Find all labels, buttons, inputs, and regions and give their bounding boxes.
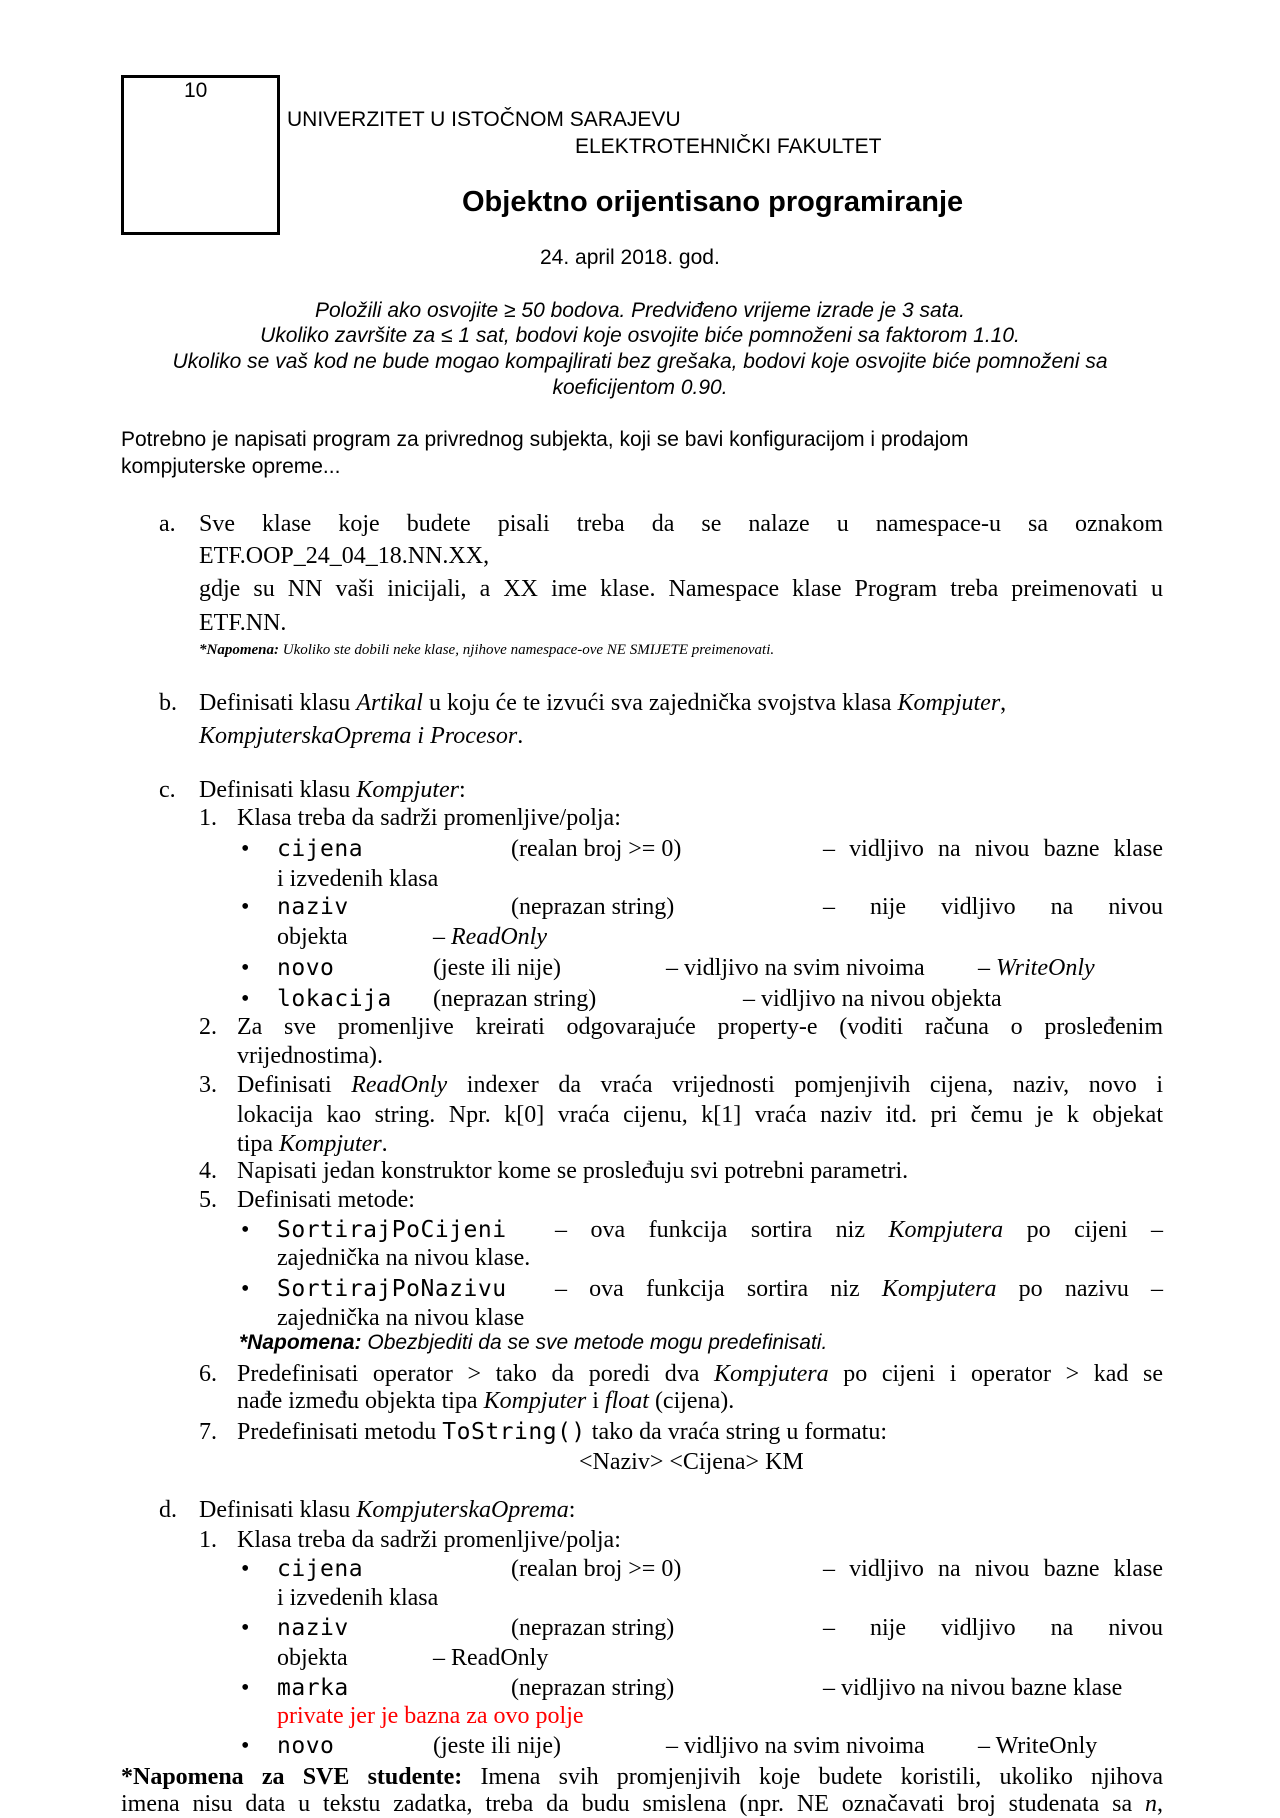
field-name: naziv (277, 894, 349, 920)
text: po cijeni i operator > kad se (828, 1361, 1163, 1387)
field-access: – WriteOnly (978, 1733, 1098, 1759)
field-access: – WriteOnly (978, 955, 1095, 981)
sub-text (237, 1071, 1163, 1099)
rule-line: Ukoliko završite za ≤ 1 sat, bodovi koje osvojite biće pomnoženi sa faktorom 1.10. (260, 324, 1020, 347)
field-visibility: i izvedenih klasa (277, 866, 439, 892)
bullet-icon: • (241, 1276, 250, 1302)
text: Definisati (237, 1072, 352, 1098)
text: – ova funkcija sortira niz (555, 1217, 889, 1243)
field-type: (realan broj >= 0) (511, 1556, 682, 1582)
sub-text: Klasa treba da sadrži promenljive/polja: (237, 1527, 621, 1553)
bullet-icon: • (241, 1556, 250, 1582)
field-access: – ReadOnly (433, 924, 547, 950)
field-visibility: – vidljivo na svim nivoima (666, 1733, 925, 1759)
class-name: Artikal (356, 690, 423, 716)
item-label: a. (159, 511, 176, 537)
sub-num: 1. (199, 805, 217, 831)
class-name: Kompjutera (881, 1276, 997, 1302)
university-name: UNIVERZITET U ISTOČNOM SARAJEVU (287, 108, 681, 131)
item-a-text: ETF.NN. (199, 610, 287, 636)
sub-text: Definisati metode: (237, 1187, 415, 1213)
exam-date: 24. april 2018. god. (540, 246, 720, 269)
field-type: (neprazan string) (511, 1675, 675, 1701)
note-label: *Napomena: (239, 1331, 362, 1354)
item-a-text: ETF.OOP_24_04_18.NN.XX, (199, 543, 490, 569)
text: Definisati klasu (199, 777, 357, 803)
class-name: KompjuterskaOprema i Procesor (199, 723, 518, 749)
rule-line: Ukoliko se vaš kod ne bude mogao kompajlirati bez grešaka, bodovi koje osvojite biće pomnoženi sa (172, 350, 1108, 373)
item-label: b. (159, 690, 177, 716)
class-name: Kompjuter (483, 1388, 587, 1414)
field-access: – ReadOnly (433, 1645, 549, 1671)
method-name: SortirajPoCijeni (277, 1217, 507, 1243)
field-type: (neprazan string) (511, 1615, 675, 1641)
field-visibility: – vidljivo na nivou bazne klase (823, 1675, 1123, 1701)
text: Definisati klasu (199, 690, 357, 716)
field-visibility: – nije vidljivo na nivou (823, 1615, 1163, 1641)
text: – ova funkcija sortira niz (555, 1276, 882, 1302)
sub-text (237, 1130, 388, 1158)
rule-line: koeficijentom 0.90. (552, 376, 728, 399)
note-text: Obezbjediti da se sve metode mogu predefinisati. (361, 1331, 828, 1354)
field-type: (realan broj >= 0) (511, 836, 682, 862)
bullet-icon: • (241, 1217, 250, 1243)
field-type: (neprazan string) (433, 986, 597, 1012)
sub-text: Za sve promenljive kreirati odgovarajuće property-e (voditi računa o prosleđenim (237, 1014, 1163, 1040)
field-type: (jeste ili nije) (433, 1733, 561, 1759)
text: po nazivu – (996, 1276, 1163, 1302)
note-label: *Napomena: (199, 642, 279, 658)
note-text: Ukoliko ste dobili neke klase, njihove namespace-ove NE SMIJETE preimenovati. (279, 642, 775, 658)
sub-num: 3. (199, 1072, 217, 1098)
text: nađe između objekta tipa (237, 1388, 484, 1414)
intro-line: Potrebno je napisati program za privrednog subjekta, koji se bavi konfiguracijom i prodajom (121, 428, 969, 451)
sub-num: 5. (199, 1187, 217, 1213)
text: Predefinisati operator > tako da poredi dva (237, 1361, 714, 1387)
item-a-note (199, 636, 774, 664)
text: (cijena). (648, 1388, 735, 1414)
text: . (381, 1131, 388, 1157)
field-visibility: objekta (277, 924, 348, 950)
method-desc: zajednička na nivou klase (277, 1305, 525, 1331)
bullet-icon: • (241, 955, 250, 981)
faculty-name: ELEKTROTEHNIČKI FAKULTET (575, 135, 882, 158)
class-name: Kompjutera (713, 1361, 829, 1387)
bullet-icon: • (241, 1733, 250, 1759)
keyword: ReadOnly (351, 1072, 448, 1098)
class-name: Kompjuter (356, 777, 459, 803)
field-name: naziv (277, 1615, 349, 1641)
sub-text: Klasa treba da sadrži promenljive/polja: (237, 805, 621, 831)
note-text: imena nisu data u tekstu zadatka, treba da budu smislena (npr. NE označavati broj studenata sa (121, 1791, 1145, 1817)
text: po cijeni – (1003, 1217, 1163, 1243)
item-a-text: gdje su NN vaši inicijali, a XX ime klase. Namespace klase Program treba preimenovati u (199, 576, 1163, 602)
bullet-icon: • (241, 836, 250, 862)
bullet-icon: • (241, 894, 250, 920)
sub-text: Napisati jedan konstruktor kome se prosleđuju svi potrebni parametri. (237, 1158, 909, 1184)
method-desc (555, 1275, 1163, 1303)
bullet-icon: • (241, 986, 250, 1012)
field-visibility: – vidljivo na nivou bazne klase (823, 1556, 1163, 1582)
item-label: d. (159, 1497, 177, 1523)
bullet-icon: • (241, 1675, 250, 1701)
sub-text (237, 1387, 734, 1415)
page-title: Objektno orijentisano programiranje (462, 186, 964, 218)
method-name: SortirajPoNazivu (277, 1276, 507, 1302)
class-name: Kompjuter (279, 1131, 382, 1157)
item-b-text (199, 722, 523, 750)
text: u koju će te izvući sva zajednička svojstva klasa (422, 690, 898, 716)
field-type: (neprazan string) (511, 894, 675, 920)
sub-num: 1. (199, 1527, 217, 1553)
footer-note (121, 1763, 1163, 1791)
sub-num: 2. (199, 1014, 217, 1040)
text: tipa (237, 1131, 279, 1157)
intro-line: kompjuterske opreme... (121, 455, 341, 478)
text: tako da vraća string u formatu: (585, 1419, 888, 1445)
note-text: Imena svih promjenjivih koje budete koristili, ukoliko njihova (462, 1764, 1163, 1790)
footer-note (121, 1790, 1163, 1818)
sub-num: 4. (199, 1158, 217, 1184)
field-visibility: – vidljivo na nivou objekta (743, 986, 1002, 1012)
class-name: KompjuterskaOprema (356, 1497, 569, 1523)
note-label: *Napomena za SVE studente: (121, 1764, 463, 1790)
text: . (517, 723, 524, 749)
field-type: (jeste ili nije) (433, 955, 561, 981)
field-name: novo (277, 1733, 335, 1759)
sub-text (237, 1418, 887, 1446)
field-visibility: objekta (277, 1645, 348, 1671)
field-visibility: i izvedenih klasa (277, 1585, 439, 1611)
field-visibility: – nije vidljivo na nivou (823, 894, 1163, 920)
sub-text (237, 1360, 1163, 1388)
field-name: cijena (277, 836, 364, 862)
methods-note (239, 1329, 827, 1357)
note-text: n (1145, 1791, 1157, 1817)
item-label: c. (159, 777, 176, 803)
item-d-text (199, 1496, 575, 1524)
method-name: ToString() (442, 1419, 586, 1445)
class-name: Kompjuter (897, 690, 1001, 716)
text: : (458, 777, 466, 803)
sub-num: 7. (199, 1419, 217, 1445)
item-a-text: Sve klase koje budete pisali treba da se nalaze u namespace-u sa oznakom (199, 511, 1163, 537)
class-name: Kompjutera (888, 1217, 1004, 1243)
text: , (1000, 690, 1007, 716)
sub-num: 6. (199, 1361, 217, 1387)
type-name: float (604, 1388, 649, 1414)
field-name: novo (277, 955, 335, 981)
field-visibility: – vidljivo na svim nivoima (666, 955, 925, 981)
sub-text: vrijednostima). (237, 1043, 383, 1069)
text: i (586, 1388, 605, 1414)
text: indexer da vraća vrijednosti pomjenjivih cijena, naziv, novo i (447, 1072, 1164, 1098)
field-name: marka (277, 1675, 349, 1701)
field-visibility: – vidljivo na nivou bazne klase (823, 836, 1163, 862)
red-annotation: private jer je bazna za ovo polje (277, 1703, 584, 1729)
sub-text: lokacija kao string. Npr. k[0] vraća cijenu, k[1] vraća naziv itd. pri čemu je k objekat (237, 1102, 1163, 1128)
text: Predefinisati metodu (237, 1419, 443, 1445)
method-desc (555, 1216, 1163, 1244)
note-text: , (1157, 1791, 1163, 1817)
bullet-icon: • (241, 1615, 250, 1641)
method-desc: zajednička na nivou klase. (277, 1245, 531, 1271)
item-c-text (199, 776, 466, 804)
field-name: lokacija (277, 986, 392, 1012)
field-name: cijena (277, 1556, 364, 1582)
item-b-text (199, 689, 1006, 717)
text: Definisati klasu (199, 1497, 357, 1523)
score-value: 10 (184, 79, 208, 102)
text: : (568, 1497, 576, 1523)
format-string: <Naziv> <Cijena> KM (579, 1449, 804, 1475)
rule-line: Položili ako osvojite ≥ 50 bodova. Predviđeno vrijeme izrade je 3 sata. (314, 299, 966, 322)
